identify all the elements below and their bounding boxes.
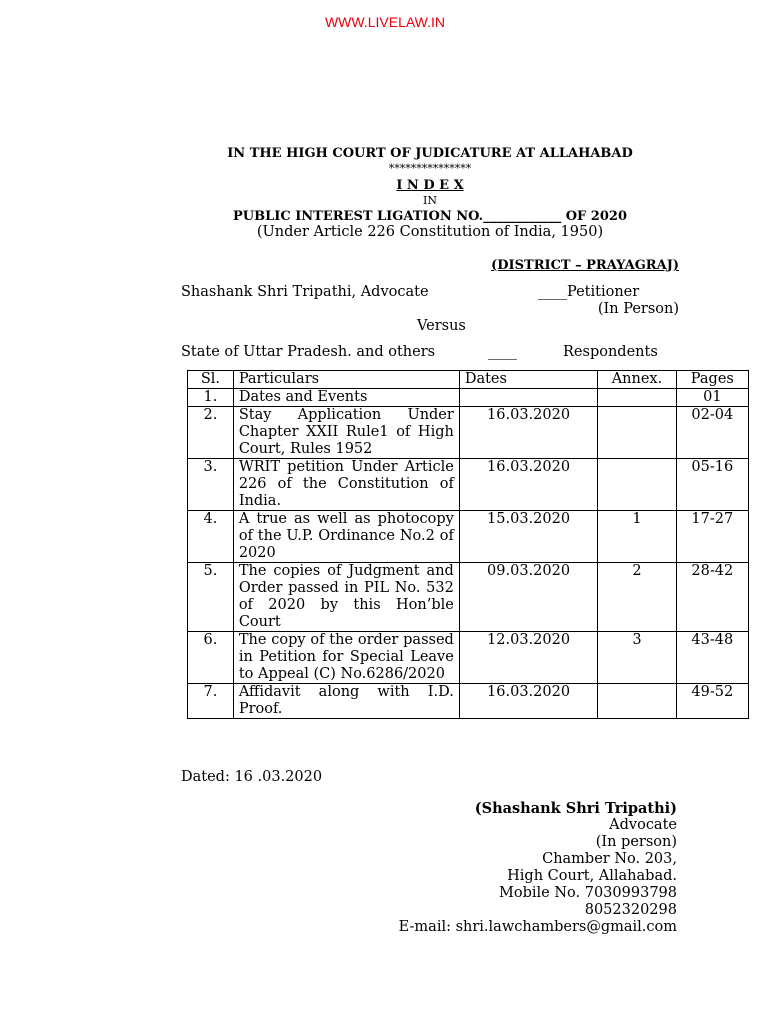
- respondent-role: Respondents: [563, 344, 658, 360]
- petitioner-name: Shashank Shri Tripathi, Advocate: [181, 284, 429, 300]
- row-annex: [598, 407, 676, 459]
- header-dates: Dates: [459, 371, 597, 389]
- table-row: [188, 632, 749, 684]
- respondent-blank: ____: [488, 344, 517, 360]
- row-sl: 1.: [188, 389, 234, 407]
- row-particulars: Affidavit along with I.D. Proof.: [233, 684, 459, 719]
- table-header-row: [188, 371, 749, 389]
- under-article: (Under Article 226 Constitution of India, 1950): [256, 224, 604, 240]
- signature-line: 8052320298: [584, 902, 677, 918]
- row-sl: 4.: [188, 511, 234, 563]
- row-sl: 6.: [188, 632, 234, 684]
- index-table: [187, 370, 749, 719]
- dated-line: Dated: 16 .03.2020: [181, 769, 323, 785]
- row-date: [459, 389, 597, 407]
- row-pages: 01: [676, 389, 748, 407]
- row-date: 12.03.2020: [459, 632, 597, 684]
- row-annex: [598, 684, 676, 719]
- row-date: 16.03.2020: [459, 407, 597, 459]
- row-pages: 05-16: [676, 459, 748, 511]
- row-date: 09.03.2020: [459, 563, 597, 632]
- row-sl: 5.: [188, 563, 234, 632]
- row-pages: 49-52: [676, 684, 748, 719]
- case-number: PUBLIC INTEREST LIGATION NO.____________ OF 2020: [233, 209, 627, 224]
- watermark: WWW.LIVELAW.IN: [324, 14, 446, 30]
- signature-line: Mobile No. 7030993798: [499, 885, 677, 901]
- signature-line: Chamber No. 203,: [542, 851, 677, 867]
- header-particulars: Particulars: [233, 371, 459, 389]
- header-pages: Pages: [676, 371, 748, 389]
- petitioner-role: ____Petitioner: [538, 284, 640, 300]
- signatory-name: (Shashank Shri Tripathi): [474, 800, 677, 817]
- row-particulars: A true as well as photocopy of the U.P. Ordinance No.2 of 2020: [233, 511, 459, 563]
- signature-email: E-mail: shri.lawchambers@gmail.com: [398, 919, 677, 935]
- row-annex: 1: [598, 511, 676, 563]
- district-heading: (DISTRICT – PRAYAGRAJ): [491, 258, 679, 273]
- index-heading: I N D E X: [396, 178, 464, 193]
- row-particulars: WRIT petition Under Article 226 of the Constitution of India.: [233, 459, 459, 511]
- row-pages: 28-42: [676, 563, 748, 632]
- signature-line: Advocate: [609, 817, 677, 833]
- row-sl: 2.: [188, 407, 234, 459]
- row-annex: [598, 459, 676, 511]
- respondent-name: State of Uttar Pradesh. and others: [181, 344, 436, 360]
- table-row: [188, 684, 749, 719]
- signature-line: High Court, Allahabad.: [507, 868, 677, 884]
- signature-line: (In person): [595, 834, 677, 850]
- signature-block: [399, 800, 677, 936]
- row-date: 15.03.2020: [459, 511, 597, 563]
- petitioner-note: (In Person): [597, 301, 679, 317]
- row-pages: 17-27: [676, 511, 748, 563]
- row-pages: 43-48: [676, 632, 748, 684]
- table-row: [188, 407, 749, 459]
- table-row: [188, 459, 749, 511]
- row-annex: 3: [598, 632, 676, 684]
- row-sl: 3.: [188, 459, 234, 511]
- stars-divider: ***************: [388, 162, 472, 175]
- row-pages: 02-04: [676, 407, 748, 459]
- row-particulars: The copy of the order passed in Petition for Special Leave to Appeal (C) No.6286/2020: [233, 632, 459, 684]
- table-row: [188, 389, 749, 407]
- row-particulars: Dates and Events: [233, 389, 459, 407]
- header-sl: Sl.: [188, 371, 234, 389]
- table-row: [188, 563, 749, 632]
- header-annex: Annex.: [598, 371, 676, 389]
- row-date: 16.03.2020: [459, 459, 597, 511]
- row-sl: 7.: [188, 684, 234, 719]
- court-title: IN THE HIGH COURT OF JUDICATURE AT ALLAHABAD: [227, 146, 633, 161]
- row-particulars: The copies of Judgment and Order passed in PIL No. 532 of 2020 by this Hon’ble Court: [233, 563, 459, 632]
- row-date: 16.03.2020: [459, 684, 597, 719]
- row-particulars: Stay Application Under Chapter XXII Rule1 of High Court, Rules 1952: [233, 407, 459, 459]
- versus-label: Versus: [417, 318, 466, 334]
- table-row: [188, 511, 749, 563]
- row-annex: [598, 389, 676, 407]
- row-annex: 2: [598, 563, 676, 632]
- in-label: IN: [423, 194, 437, 207]
